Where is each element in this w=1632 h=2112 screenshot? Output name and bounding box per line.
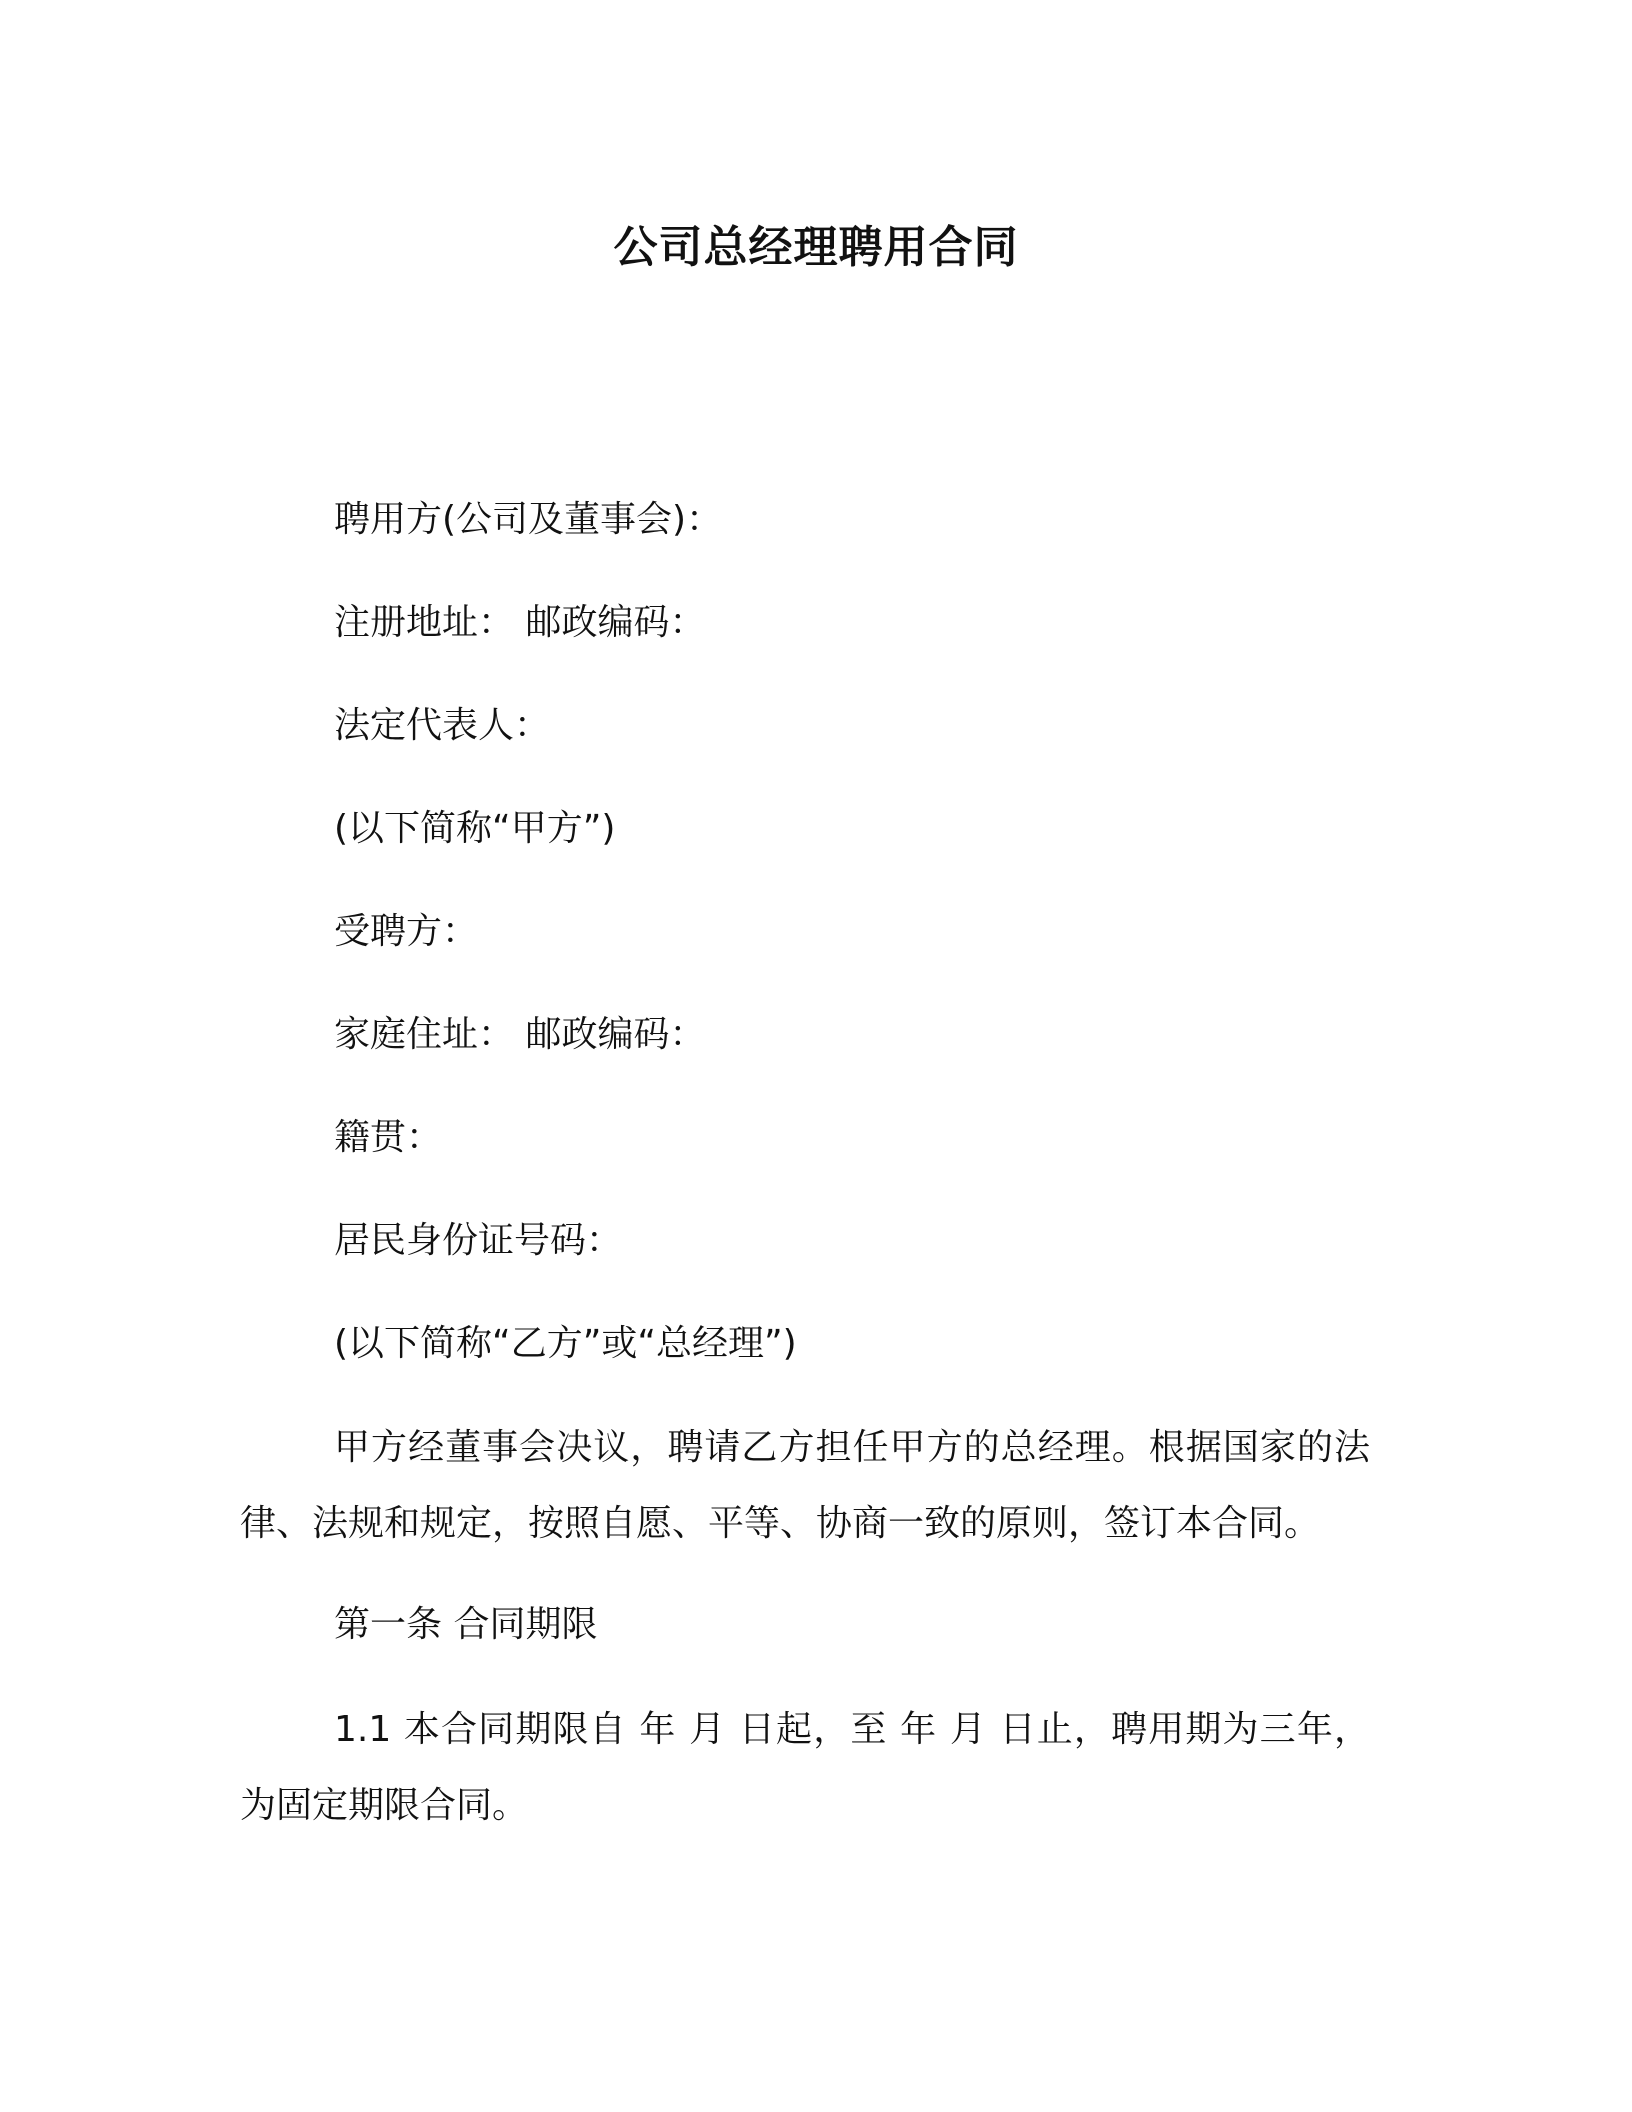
clause-1-1-paragraph: 1.1 本合同期限自 年 月 日起，至 年 月 日止，聘用期为三年，为固定期限合同。 <box>240 1709 1370 1826</box>
document-title: 公司总经理聘用合同 <box>613 222 1019 273</box>
employee-line: 受聘方： <box>334 911 479 952</box>
preamble-paragraph: 甲方经董事会决议，聘请乙方担任甲方的总经理。根据国家的法律、法规和规定，按照自愿、平等、协商一致的原则，签订本合同。 <box>240 1427 1370 1544</box>
employer-alias-line: (以下简称“甲方”) <box>334 808 616 849</box>
employee-address-line: 家庭住址： 邮政编码： <box>334 1014 706 1055</box>
native-place-line: 籍贯： <box>334 1117 443 1158</box>
article-1-heading: 第一条 合同期限 <box>334 1604 598 1645</box>
employer-address-line: 注册地址： 邮政编码： <box>334 602 706 643</box>
id-number-line: 居民身份证号码： <box>334 1220 623 1261</box>
employer-line: 聘用方(公司及董事会)： <box>334 499 723 540</box>
legal-representative-line: 法定代表人： <box>334 705 551 746</box>
employee-alias-line: (以下简称“乙方”或“总经理”) <box>334 1323 797 1364</box>
